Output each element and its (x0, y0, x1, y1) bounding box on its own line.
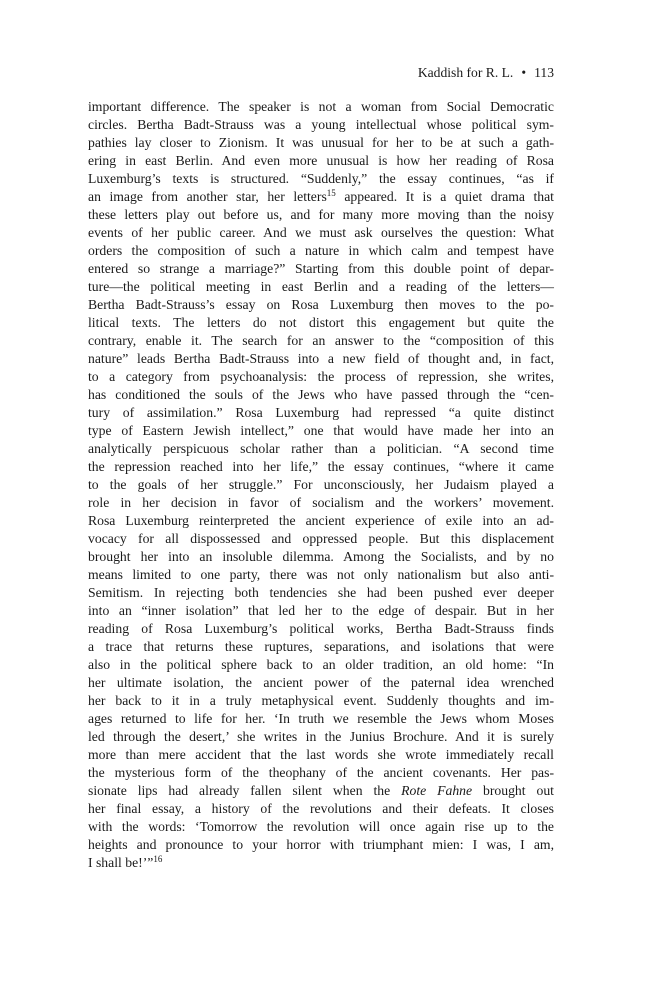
text-line: her final essay, a history of the revolutions and their defeats. It closes (88, 801, 554, 817)
text-line: reading of Rosa Luxemburg’s political works, Bertha Badt-Strauss finds (88, 620, 554, 636)
text-line: into an “inner isolation” that led her to the edge of despair. But in her (88, 602, 554, 618)
page-number: 113 (534, 65, 554, 80)
text-line: ages returned to life for her. ‘In truth we resemble the Jews whom Moses (88, 711, 554, 727)
text-line: more than mere accident that the last words she wrote immediately recall (88, 747, 554, 763)
newspaper-title: Rote Fahne (401, 783, 473, 799)
text-line: events of her public career. And we must ask ourselves the question: What (88, 224, 554, 240)
text-line: contrary, enable it. The search for an answer to the “composition of this (88, 332, 554, 348)
text-line (88, 782, 554, 800)
running-title: Kaddish for R. L. (417, 65, 514, 80)
text-line: ture—the political meeting in east Berlin and a reading of the letters— (88, 278, 554, 294)
text-line: her back to it in a truly metaphysical event. Suddenly thoughts and im- (88, 693, 554, 709)
text-line: vocacy for all dispossessed and oppressed people. But this displacement (88, 530, 554, 546)
text-line: brought her into an insoluble dilemma. Among the Socialists, and by no (88, 548, 554, 564)
header-separator: • (521, 65, 527, 80)
text-line: Luxemburg’s texts is structured. “Suddenly,” the essay continues, “as if (88, 170, 554, 186)
text-line: nature” leads Bertha Badt-Strauss into a new field of thought and, in fact, (88, 350, 554, 366)
text-line: the repression reached into her life,” the essay continues, “where it came (88, 458, 554, 474)
text-line: analytically perspicuous scholar rather than a politician. “A second time (88, 440, 554, 456)
text-line: Rosa Luxemburg reinterpreted the ancient experience of exile into an ad- (88, 512, 554, 528)
text-line: has conditioned the souls of the Jews who have passed through the “cen- (88, 386, 554, 402)
text-line: orders the composition of such a nature in which calm and tempest have (88, 242, 554, 258)
text-line: her ultimate isolation, the ancient power of the paternal idea wrenched (88, 675, 554, 690)
text-segment: sionate lips had already fallen silent when the (88, 783, 391, 799)
running-head (88, 64, 554, 82)
text-line: the mysterious form of the theophany of the ancient covenants. Her pas- (88, 765, 554, 781)
footnote-ref-16: 16 (153, 854, 163, 865)
text-segment: brought out (472, 783, 554, 799)
footnote-ref-15: 15 (326, 187, 336, 198)
text-line: Bertha Badt-Strauss’s essay on Rosa Luxemburg then moves to the po- (88, 296, 554, 312)
text-line: Semitism. In rejecting both tendencies she had been pushed ever deeper (88, 584, 554, 600)
body-paragraph (88, 98, 554, 873)
text-line: these letters play out before us, and for many more moving than the noisy (88, 206, 554, 222)
text-line (88, 854, 554, 872)
text-line: circles. Bertha Badt-Strauss was a young intellectual whose political sym- (88, 116, 554, 132)
text-line: pathies lay closer to Zionism. It was unusual for her to be at such a gath- (88, 134, 554, 150)
text-line: heights and pronounce to your horror with triumphant mien: I was, I am, (88, 837, 554, 853)
text-line: litical texts. The letters do not distort this engagement but quite the (88, 314, 554, 330)
text-segment: an image from another star, her letters (88, 188, 327, 204)
text-segment: appeared. It is a quiet drama that (335, 188, 554, 204)
text-line: ering in east Berlin. And even more unusual is how her reading of Rosa (88, 152, 554, 168)
text-line (88, 188, 554, 206)
text-line: important difference. The speaker is not a woman from Social Democratic (88, 98, 554, 114)
text-line: also in the political sphere back to an older tradition, an old home: “In (88, 656, 554, 672)
text-line: means limited to one party, there was not only nationalism but also anti- (88, 566, 554, 582)
text-line: to a category from psychoanalysis: the process of repression, she writes, (88, 368, 554, 384)
text-line: entered so strange a marriage?” Starting from this double point of depar- (88, 260, 554, 276)
text-line: tury of assimilation.” Rosa Luxemburg had repressed “a quite distinct (88, 404, 554, 420)
text-line: to the goals of her struggle.” For unconsciously, her Judaism played a (88, 476, 554, 492)
text-line: role in her decision in favor of socialism and the workers’ movement. (88, 494, 554, 510)
text-line: type of Eastern Jewish intellect,” one that would have made her into an (88, 422, 554, 438)
text-segment: I shall be!’” (88, 855, 154, 871)
text-line: with the words: ‘Tomorrow the revolution will once again rise up to the (88, 819, 554, 835)
text-line: led through the desert,’ she writes in the Junius Brochure. And it is surely (88, 729, 554, 745)
text-line: a trace that returns these ruptures, separations, and isolations that were (88, 638, 554, 654)
